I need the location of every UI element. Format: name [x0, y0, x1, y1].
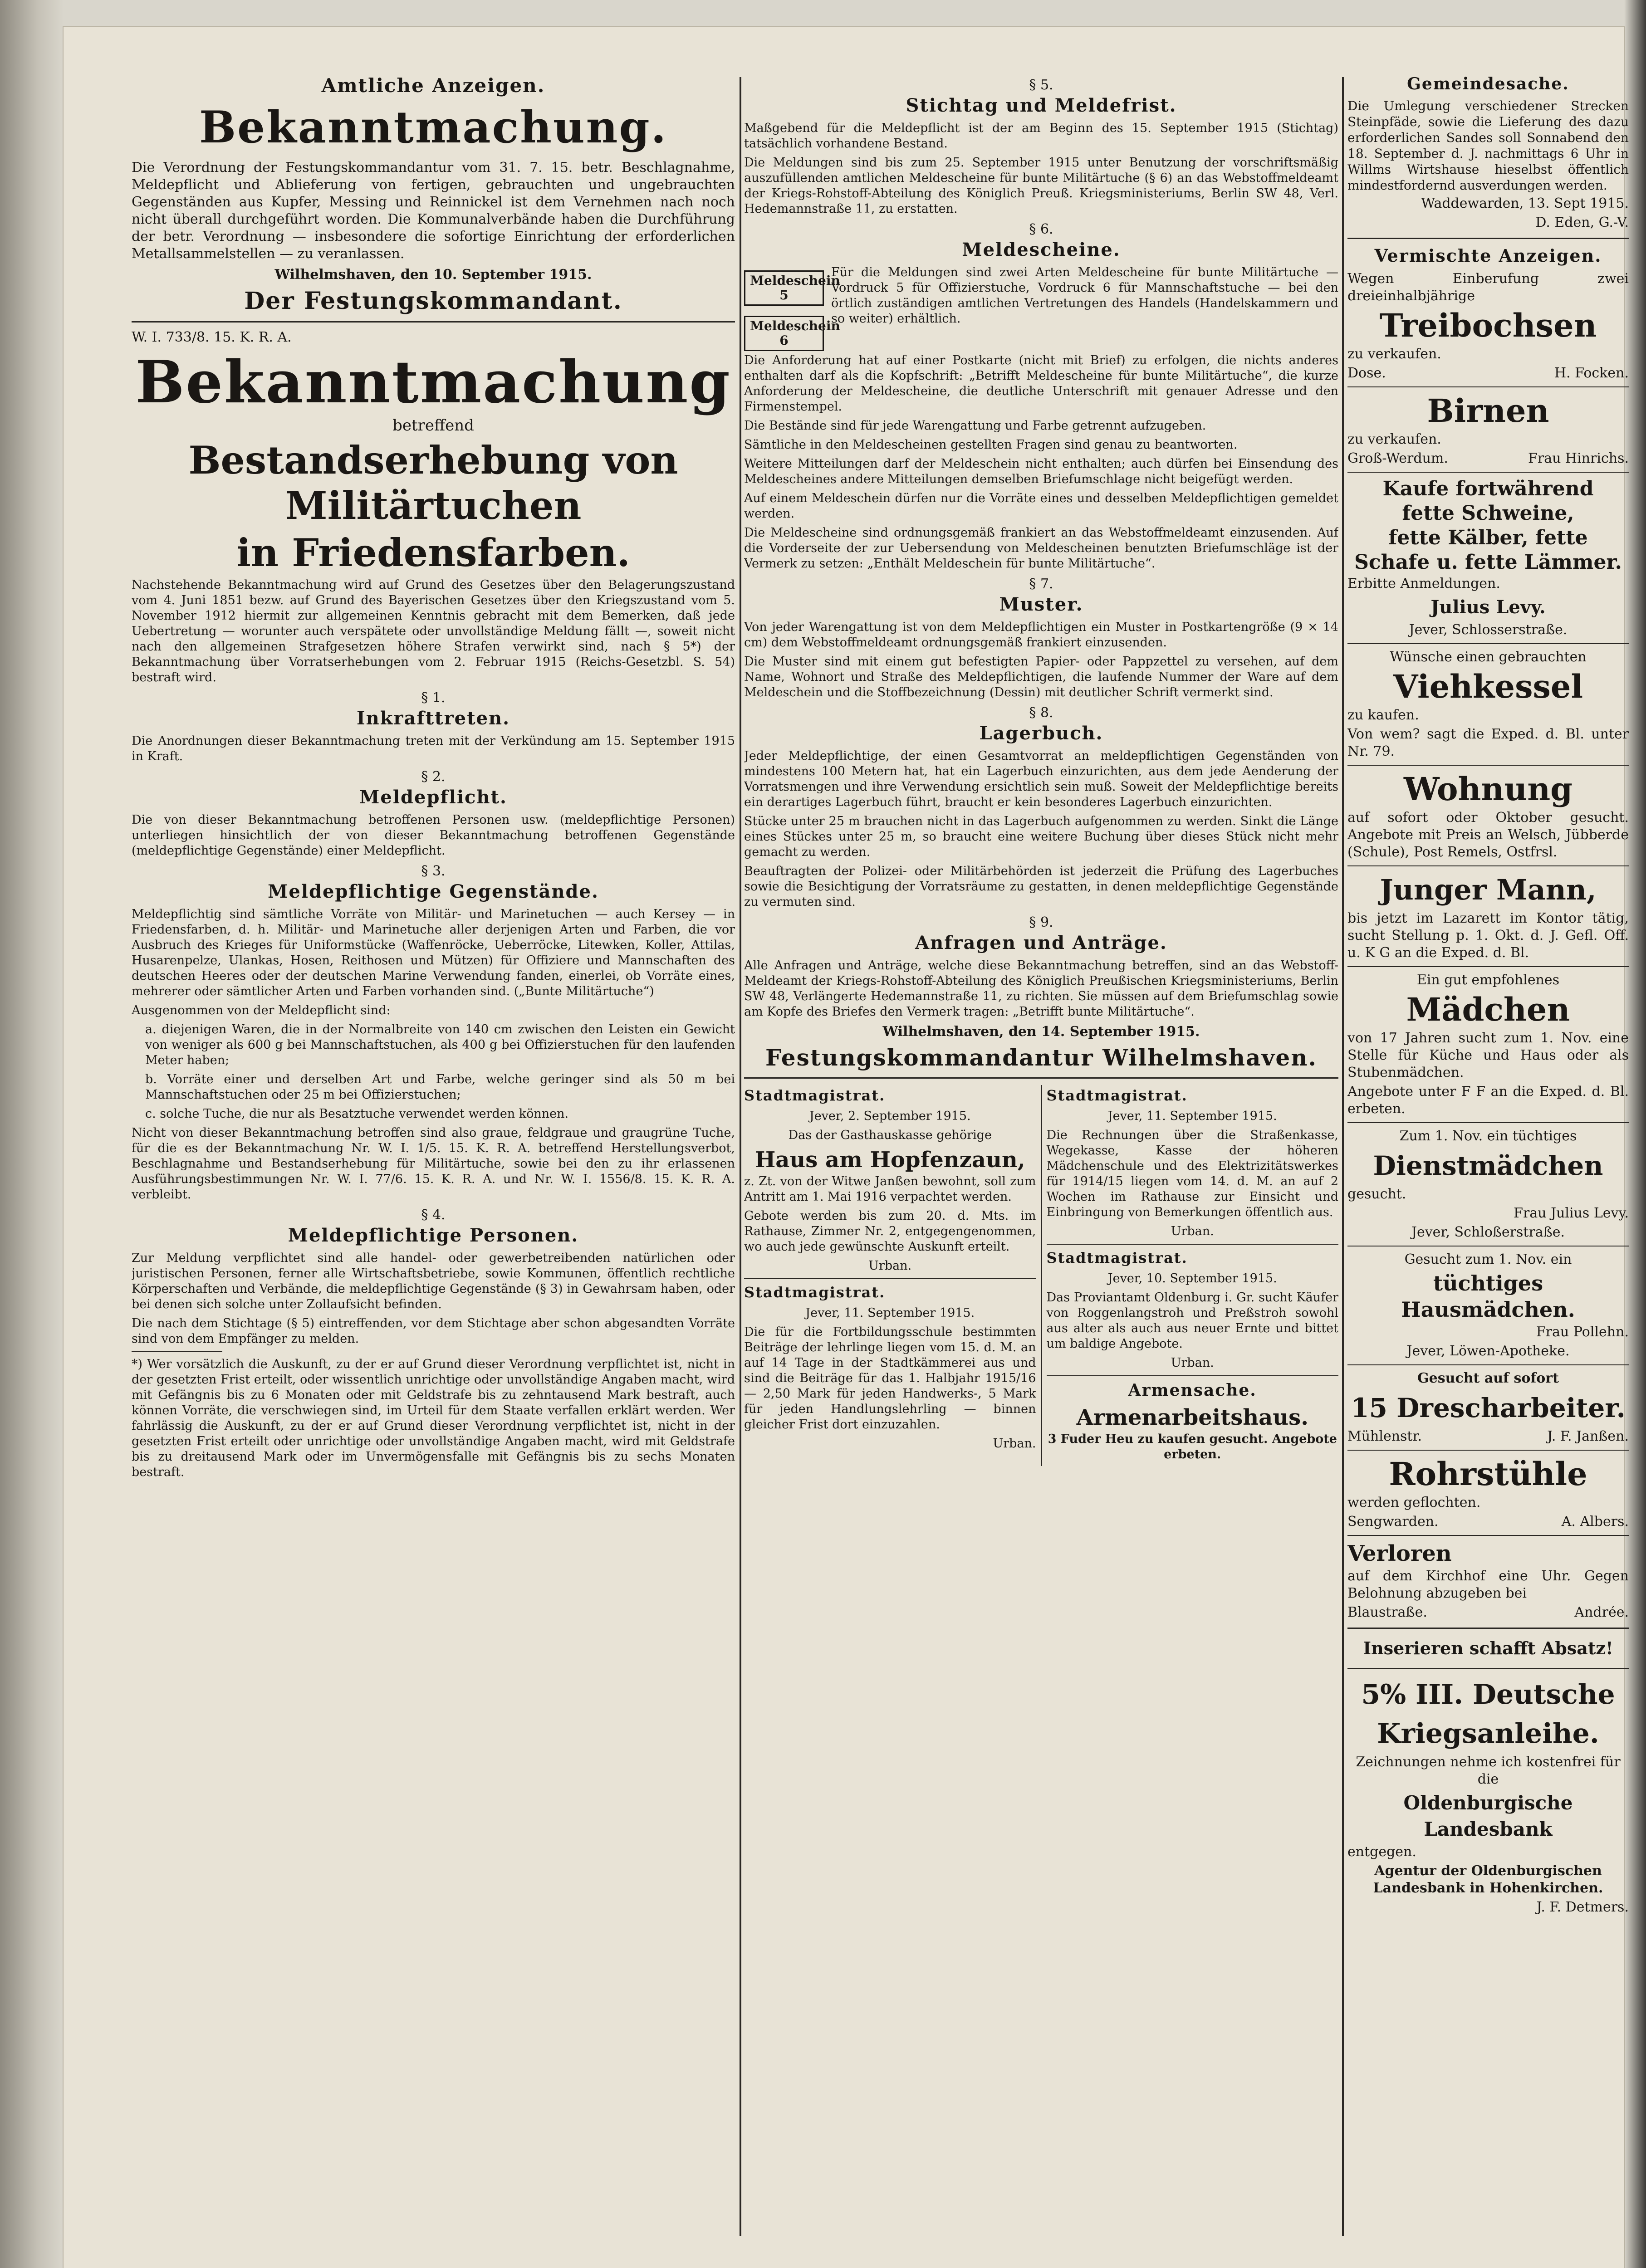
section-number: § 3.: [421, 863, 446, 879]
kriegsanleihe-title-2: Kriegsanleihe.: [1377, 1718, 1599, 1750]
section-body: Von jeder Warengattung ist von dem Meldepflichtigen ein Muster in Postkartengröße (9 × 14 cm) dem Webstoffmeldeamt ordnungsgemäß frankiert einzusenden.: [744, 620, 1338, 650]
ad-text: Zum 1. Nov. ein tüchtiges: [1399, 1128, 1577, 1144]
junger-mann-title: Junger Mann,: [1380, 873, 1597, 906]
notice-text: Die für die Fortbildungsschule bestimmten Beiträge der lehrlinge liegen vom 15. d. M. an auf 14 Tage in der Stadtkämmerei aus und sind die Beiträge für das 1. Halbjahr 1915/16 — 2,50 Mark für jeden Handwerks-, 5 Mark für jeden Handlungslehrling — binnen gleicher Frist dort einzuzahlen.: [744, 1325, 1036, 1432]
viehkessel-title: Viehkessel: [1393, 668, 1583, 705]
ad-signature: Andrée.: [1574, 1604, 1629, 1620]
section-body: Sämtliche in den Meldescheinen gestellten Fragen sind genau zu beantworten.: [744, 438, 1238, 452]
armenarbeitshaus-title: Armenarbeitshaus.: [1076, 1405, 1308, 1430]
bekanntmachung-1-signature: Der Festungskommandant.: [244, 287, 622, 315]
divider: [1347, 865, 1629, 866]
kaufe-line-3: fette Kälber, fette: [1388, 526, 1588, 549]
section-body: Die von dieser Bekanntmachung betroffenen Personen usw. (meldepflichtige Personen) unterliegen hinsichtlich der von dieser Bekanntmachung betroffenen Gegenstände (meldepflichtige Gegenstände) einer Meldepflicht.: [132, 813, 735, 858]
exception-c: c. solche Tuche, die nur als Besatztuche verwendet werden können.: [145, 1107, 569, 1121]
ad-text: werden geflochten.: [1347, 1495, 1481, 1510]
column-3-ads: [1347, 73, 1629, 2241]
divider: [1347, 1450, 1629, 1451]
section-body: Die nach dem Stichtage (§ 5) eintreffenden, vor dem Stichtage aber schon abgesandten Vorräte sind von dem Empfänger zu melden.: [132, 1316, 735, 1346]
ad-text: Wünsche einen gebrauchten: [1390, 649, 1587, 665]
ad-text: Von wem? sagt die Exped. d. Bl. unter Nr. 79.: [1347, 726, 1629, 759]
meldeschein-5-box: Meldeschein 5: [744, 270, 824, 306]
ad-text: Ein gut empfohlenes: [1416, 972, 1560, 988]
ad-place: Dose.: [1347, 365, 1386, 381]
scan-binding-edge: [0, 0, 64, 2268]
ad-text: zu verkaufen.: [1347, 346, 1441, 362]
bekanntmachung-1-place: Wilhelmshaven, den 10. September 1915.: [274, 267, 592, 283]
notice-date: Jever, 11. September 1915.: [805, 1306, 975, 1320]
section-heading: Meldepflichtige Personen.: [288, 1225, 579, 1246]
inserieren-slogan: Inserieren schafft Absatz!: [1363, 1638, 1613, 1658]
ad-signature: Julius Levy.: [1430, 596, 1546, 618]
exception-b: b. Vorräte einer und derselben Art und Farbe, welche geringer sind als 50 m bei Mannschaftstuchen oder 25 m bei Offizierstuchen;: [145, 1072, 735, 1102]
notice-text: Das Proviantamt Oldenburg i. Gr. sucht Käufer von Roggenlangstroh und Preßstroh sowohl aus alter als auch aus neuer Ernte und bittet um baldige Angebote.: [1046, 1290, 1338, 1351]
notice-text: Gebote werden bis zum 20. d. Mts. im Rathause, Zimmer Nr. 2, entgegengenommen, wo auch jede gewünschte Auskunft erteilt.: [744, 1209, 1036, 1254]
verloren-title: Verloren: [1347, 1541, 1452, 1566]
ad-address: Jever, Löwen-Apotheke.: [1406, 1343, 1570, 1359]
gemeindesache-signature: D. Eden, G.-V.: [1535, 215, 1629, 230]
ad-text: Angebote unter F F an die Exped. d. Bl. erbeten.: [1347, 1084, 1629, 1117]
section-heading: Inkrafttreten.: [356, 708, 510, 729]
betreffend-label: betreffend: [392, 416, 474, 435]
divider: [1347, 1628, 1629, 1629]
divider: [1347, 238, 1629, 239]
landesbank-name: Oldenburgische Landesbank: [1403, 1792, 1573, 1840]
bekanntmachung-2-subtitle-2: in Friedensfarben.: [236, 530, 630, 575]
notice-date: Jever, 10. September 1915.: [1107, 1271, 1277, 1286]
ad-signature: Frau Pollehn.: [1536, 1324, 1629, 1340]
ad-text: Gesucht zum 1. Nov. ein: [1404, 1251, 1572, 1267]
gemeindesache-body: Die Umlegung verschiedener Strecken Steinpfäde, sowie die Lieferung des dazu erforderlichen Sandes soll Sonnabend den 18. September d. J. nachmittags 6 Uhr in Willms Wirtshause hieselbst öffentlich mindestfordernd ausverdungen werden.: [1347, 98, 1629, 193]
column-2: [744, 73, 1338, 2241]
ad-address: Jever, Schloßerstraße.: [1411, 1224, 1565, 1240]
divider: [1347, 966, 1629, 967]
section-heading: Anfragen und Anträge.: [915, 932, 1167, 953]
hausmaedchen-title: tüchtiges Hausmädchen.: [1401, 1271, 1575, 1322]
section-body: Auf einem Meldeschein dürfen nur die Vorräte eines und desselben Meldepflichtigen gemeldet werden.: [744, 491, 1338, 521]
section-body: Die Muster sind mit einem gut befestigten Papier- oder Pappzettel zu versehen, auf dem Name, Wohnort und Straße des Meldepflichtigen, die laufende Nummer der Ware auf dem Meldeschein und die Stoffbezeichnung (Dessin) mit deutlicher Schrift vermerkt sind.: [744, 655, 1338, 699]
haus-am-hopfenzaun-title: Haus am Hopfenzaun,: [754, 1147, 1025, 1173]
notice-text: Das der Gasthauskasse gehörige: [788, 1128, 992, 1142]
section-number: § 1.: [421, 690, 446, 706]
divider: [132, 321, 735, 323]
section-body: Weitere Mitteilungen darf der Meldeschein nicht enthalten; auch dürfen bei Einsendung des Meldescheines andere Mitteilungen demselben Briefumschlage nicht beigefügt werden.: [744, 457, 1338, 486]
section-heading: Muster.: [999, 594, 1083, 615]
section-body: Die Meldescheine sind ordnungsgemäß frankiert an das Webstoffmeldeamt einzusenden. Auf die Vorderseite der zur Uebersendung von Meldescheinen benutzten Briefumschläge ist der Vermerk zu setzen: „Enthält Meldeschein für bunte Militärtuche“.: [744, 526, 1338, 571]
column-1: [132, 73, 735, 2241]
ad-text: auf sofort oder Oktober gesucht. Angebote mit Preis an Welsch, Jübberde (Schule), Post Remels, Ostfrsl.: [1347, 810, 1629, 860]
armensache-heading: Armensache.: [1128, 1381, 1257, 1400]
divider: [1047, 1244, 1339, 1245]
treibochsen-title: Treibochsen: [1379, 307, 1597, 344]
section-heading: Lagerbuch.: [979, 723, 1103, 744]
ad-signature: Frau Julius Levy.: [1514, 1205, 1629, 1221]
ad-signature: A. Albers.: [1561, 1514, 1629, 1530]
section-body: Meldepflichtig sind sämtliche Vorräte von Militär- und Marinetuchen — auch Kersey — in Friedensfarben, d. h. Militär- und Marinetuche aller derjenigen Arten und Farben, die vor Ausbruch des Krieges für Uniformstücke (Waffenröcke, Ueberröcke, Litewken, Koller, Attilas, Husarenpelze, Ulankas, Hosen, Reithosen und Mützen) für Offiziere und Mannschaften des deutschen Heeres oder der deutschen Marine Verwendung fanden, einerlei, ob Vorräte eines, mehrerer oder sämtlicher Arten und Farben vorhanden sind. („Bunte Militärtuche“): [132, 907, 735, 998]
kriegsanleihe-title-1: 5% III. Deutsche: [1361, 1679, 1615, 1711]
stadtmagistrat-heading: Stadtmagistrat.: [1046, 1087, 1188, 1104]
section-heading: Meldepflicht.: [359, 787, 507, 808]
ad-text: entgegen.: [1347, 1844, 1416, 1860]
divider: [744, 1278, 1036, 1279]
section-heading: Meldescheine.: [962, 239, 1121, 260]
exception-a: a. diejenigen Waren, die in der Normalbreite von 140 cm zwischen den Leisten ein Gewicht von weniger als 600 g bei Mannschaftstuchen, als 400 g bei Offizierstuchen für den laufenden Meter haben;: [145, 1022, 735, 1067]
section-number: § 7.: [1029, 576, 1053, 592]
footnote-rule: [132, 1351, 222, 1352]
section-number: § 5.: [1029, 77, 1053, 93]
dienstmaedchen-title: Dienstmädchen: [1373, 1150, 1603, 1181]
section-body: Stücke unter 25 m brauchen nicht in das Lagerbuch aufgenommen zu werden. Sinkt die Länge eines Stückes unter 25 m, so braucht eine weitere Buchung über dieses Stück nicht mehr gemacht zu werden.: [744, 814, 1338, 859]
section-number: § 9.: [1029, 914, 1053, 930]
ad-signature: Frau Hinrichs.: [1528, 450, 1629, 466]
section-body: Für die Meldungen sind zwei Arten Meldescheine für bunte Militärtuche — Vordruck 5 für Offizierstuche, Vordruck 6 für Mannschaftstuche — bei den örtlich zuständigen amtlichen Vertretungen des Handels (Handelskammern und so weiter) erhältlich.: [831, 265, 1338, 326]
notice-text: Die Rechnungen über die Straßenkasse, Wegekasse, Kasse der höheren Mädchenschule und des Elektrizitätswerkes für 1914/15 liegen vom 14. d. M. an auf 2 Wochen im Rathause zur Einsicht und Einbringung von Bemerkungen öffentlich aus.: [1046, 1128, 1338, 1219]
section-body: Die Bestände sind für jede Warengattung und Farbe getrennt aufzugeben.: [744, 419, 1206, 433]
exception-intro: Ausgenommen von der Meldepflicht sind:: [132, 1003, 391, 1017]
stadtmagistrat-heading: Stadtmagistrat.: [1046, 1249, 1188, 1266]
bekanntmachung-2-title: Bekanntmachung: [135, 348, 731, 416]
place-date: Wilhelmshaven, den 14. September 1915.: [882, 1024, 1200, 1040]
kaufe-line-2: fette Schweine,: [1402, 502, 1574, 525]
wohnung-title: Wohnung: [1403, 770, 1573, 808]
notice-date: Jever, 11. September 1915.: [1107, 1109, 1277, 1123]
section-body: Zur Meldung verpflichtet sind alle handel- oder gewerbetreibenden natürlichen oder juristischen Personen, ferner alle Wirtschaftsbetriebe, sowie Kommunen, öffentlich rechtliche Körperschaften und Verbände, die meldepflichtige Gegenstände (§ 3) in Gewahrsam haben, oder bei denen sich solche unter Zollaufsicht befinden.: [132, 1251, 735, 1311]
inner-column-rule: [1041, 1085, 1042, 1466]
amtliche-anzeigen-heading: Amtliche Anzeigen.: [321, 74, 545, 97]
divider: [1347, 1535, 1629, 1536]
vermischte-anzeigen-heading: Vermischte Anzeigen.: [1374, 245, 1602, 266]
notice-signature: Urban.: [1171, 1224, 1214, 1238]
ad-signature: H. Focken.: [1554, 365, 1629, 381]
ad-signature: J. F. Detmers.: [1536, 1899, 1629, 1915]
kaufe-line-1: Kaufe fortwährend: [1382, 477, 1594, 500]
rohrstuehle-title: Rohrstühle: [1389, 1455, 1587, 1493]
ad-text: auf dem Kirchhof eine Uhr. Gegen Belohnung abzugeben bei: [1347, 1568, 1629, 1601]
bekanntmachung-1-title: Bekanntmachung.: [199, 102, 668, 153]
gemeindesache-heading: Gemeindesache.: [1407, 74, 1569, 93]
maedchen-title: Mädchen: [1406, 991, 1570, 1028]
notice-text: z. Zt. von der Witwe Janßen bewohnt, soll zum Antritt am 1. Mai 1916 verpachtet werden.: [744, 1174, 1036, 1204]
notice-signature: Urban.: [993, 1437, 1036, 1451]
kaufe-line-4: Schafe u. fette Lämmer.: [1354, 551, 1622, 574]
section-body: Nicht von dieser Bekanntmachung betroffen sind also graue, feldgraue und graugrüne Tuche, für die es der Bekanntmachung Nr. W. I. 1/5. 15. K. R. A. betreffend Herstellungsverbot, Beschlagnahme und Bestandserhebung für Militärtuche, sowie bei den zu ihr erlassenen Ausführungsbestimmungen Nr. W. I. 77/6. 15. K. R. A. und Nr. W. I. 1556/8. 15. K. R. A. verbleibt.: [132, 1126, 735, 1202]
bekanntmachung-2-subtitle-1: Bestandserhebung von Militärtuchen: [188, 438, 678, 528]
ad-signature: J. F. Janßen.: [1547, 1428, 1629, 1444]
bekanntmachung-1-body: Die Verordnung der Festungskommandantur vom 31. 7. 15. betr. Beschlagnahme, Meldepflicht und Ablieferung von fertigen, gebrauchten und ungebrauchten Gegenständen aus Kupfer, Messing und Reinnickel ist dem Vernehmen nach noch nicht überall durchgeführt worden. Die Kommunalverbände haben die Durchführung der betr. Verordnung — insbesondere die sofortige Einrichtung der erforderlichen Metallsammelstellen — zu veranlassen.: [132, 160, 735, 262]
agentur-text: Agentur der Oldenburgischen Landesbank in Hohenkirchen.: [1373, 1863, 1603, 1896]
divider: [1347, 643, 1629, 644]
section-body: Beauftragten der Polizei- oder Militärbehörden ist jederzeit die Prüfung des Lagerbuches sowie die Besichtigung der Vorratsräume zu gestatten, in denen meldepflichtige Gegenstände zu vermuten sind.: [744, 864, 1338, 909]
section-body: Alle Anfragen und Anträge, welche diese Bekanntmachung betreffen, sind an das Webstoff-Meldeamt der Kriegs-Rohstoff-Abteilung des Königlich Preußischen Kriegsministeriums, Berlin SW 48, Verlängerte Hedemannstraße 11, zu richten. Sie müssen auf dem Briefumschlag sowie am Kopfe des Briefes den Vermerk tragen: „Betrifft bunte Militärtuche“.: [744, 958, 1338, 1019]
divider: [744, 1077, 1338, 1079]
footnote: *) Wer vorsätzlich die Auskunft, zu der er auf Grund dieser Verordnung verpflichtet ist, nicht in der gesetzten Frist erteilt, oder wissentlich unrichtige oder unvollständige Angaben macht, wird mit Gefängnis bis zu 6 Monaten oder mit Geldstrafe bis zu zehntausend Mark bestraft, auch können Vorräte, die verschwiegen sind, im Urteil für dem Staate verfallen erklärt werden. Wer fahrlässig die Auskunft, zu der er auf Grund dieser Verordnung verpflichtet ist, nicht in der gesetzten Frist erteilt oder unrichtige oder unvollständige Angaben macht, wird mit Geldstrafe bis zu dreitausend Mark oder im Unvermögensfalle mit Gefängnis bis zu sechs Monaten bestraft.: [132, 1357, 735, 1479]
ad-text: Zeichnungen nehme ich kostenfrei für die: [1356, 1754, 1621, 1787]
birnen-title: Birnen: [1427, 392, 1549, 430]
stadtmagistrat-heading: Stadtmagistrat.: [744, 1284, 886, 1301]
column-rule-1: [740, 77, 741, 2236]
ad-text: zu verkaufen.: [1347, 431, 1441, 447]
section-body: Maßgebend für die Meldepflicht ist der am Beginn des 15. September 1915 (Stichtag) tatsächlich vorhandene Bestand.: [744, 121, 1338, 151]
ad-place: Sengwarden.: [1347, 1514, 1439, 1530]
divider: [1347, 472, 1629, 473]
divider: [1347, 1364, 1629, 1365]
ad-text: von 17 Jahren sucht zum 1. Nov. eine Stelle für Küche und Haus oder als Stubenmädchen.: [1347, 1030, 1629, 1080]
divider: [1347, 1668, 1629, 1669]
section-body: Die Anordnungen dieser Bekanntmachung treten mit der Verkündung am 15. September 1915 in Kraft.: [132, 734, 735, 763]
ad-text: Erbitte Anmeldungen.: [1347, 576, 1500, 591]
stadtmagistrat-heading: Stadtmagistrat.: [744, 1087, 886, 1104]
divider: [1347, 1122, 1629, 1123]
section-number: § 2.: [421, 769, 446, 785]
notice-text: 3 Fuder Heu zu kaufen gesucht. Angebote erbeten.: [1048, 1432, 1337, 1461]
notice-date: Jever, 2. September 1915.: [809, 1109, 971, 1123]
ad-place: Groß-Werdum.: [1347, 450, 1448, 466]
ad-place: Blaustraße.: [1347, 1604, 1427, 1620]
ad-text: bis jetzt im Lazarett im Kontor tätig, sucht Stellung p. 1. Okt. d. J. Gefl. Off. u. K G an die Exped. d. Bl.: [1347, 910, 1629, 961]
section-number: § 4.: [421, 1207, 446, 1223]
divider: [1347, 765, 1629, 766]
notice-signature: Urban.: [868, 1259, 912, 1273]
section-number: § 6.: [1029, 221, 1053, 237]
ad-text: zu kaufen.: [1347, 707, 1419, 723]
section-heading: Stichtag und Meldefrist.: [906, 95, 1177, 116]
divider: [1047, 1375, 1339, 1376]
section-heading: Meldepflichtige Gegenstände.: [268, 881, 599, 902]
section-number: § 8.: [1029, 705, 1053, 721]
ad-text: Wegen Einberufung zwei dreieinhalbjährige: [1347, 271, 1629, 304]
divider: [1347, 386, 1629, 387]
reference-number: W. I. 733/8. 15. K. R. A.: [132, 329, 292, 345]
notice-signature: Urban.: [1171, 1356, 1214, 1370]
section-body: Die Anforderung hat auf einer Postkarte (nicht mit Brief) zu erfolgen, die nichts anderes enthalten darf als die Kopfschrift: „Betrifft Meldescheine für bunte Militärtuche“, die kurze Anforderung der Meldescheine, die deutliche Unterschrift mit genauer Adresse und den Firmenstempel.: [744, 353, 1338, 414]
intro-paragraph: Nachstehende Bekanntmachung wird auf Grund des Gesetzes über den Belagerungszustand vom 4. Juni 1851 bezw. auf Grund des Bayerischen Gesetzes über den Kriegszustand vom 5. November 1912 hiermit zur allgemeinen Kenntnis gebracht mit dem Bemerken, daß jede Uebertretung — worunter auch verspätete oder unvollständige Meldung fällt —, soweit nicht nach den allgemeinen Strafgesetzen höhere Strafen verwirkt sind, nach § 5*) der Bekanntmachung über Vorratserhebungen vom 2. Februar 1915 (Reichs-Gesetzbl. S. 54) bestraft wird.: [132, 578, 735, 684]
gemeindesache-place: Waddewarden, 13. Sept 1915.: [1421, 196, 1629, 211]
section-body: Die Meldungen sind bis zum 25. September 1915 unter Benutzung der vorschriftsmäßig auszufüllenden amtlichen Meldescheine für bunte Militärtuche (§ 6) an das Webstoffmeldeamt der Kriegs-Rohstoff-Abteilung des Königlich Preuß. Kriegsministeriums, Berlin SW 48, Verl. Hedemannstraße 11, zu erstatten.: [744, 156, 1338, 216]
ad-text: Gesucht auf sofort: [1417, 1370, 1559, 1386]
ad-text: gesucht.: [1347, 1186, 1406, 1202]
ad-address: Jever, Schlosserstraße.: [1409, 622, 1568, 638]
festungskommandantur-signature: Festungskommandantur Wilhelmshaven.: [765, 1044, 1317, 1071]
ad-place: Mühlenstr.: [1347, 1428, 1422, 1444]
drescharbeiter-title: 15 Drescharbeiter.: [1351, 1393, 1626, 1423]
section-body: Jeder Meldepflichtige, der einen Gesamtvorrat an meldepflichtigen Gegenständen von mindestens 100 Metern hat, hat ein Lagerbuch einzurichten, aus dem jede Aenderung der Vorratsmengen und ihre Verwendung ersichtlich sein muß. Soweit der Meldepflichtige bereits ein derartiges Lagerbuch führt, braucht er kein besonderes Lagerbuch einzurichten.: [744, 749, 1338, 809]
meldeschein-6-box: Meldeschein 6: [744, 316, 824, 351]
column-rule-2: [1342, 77, 1344, 2236]
